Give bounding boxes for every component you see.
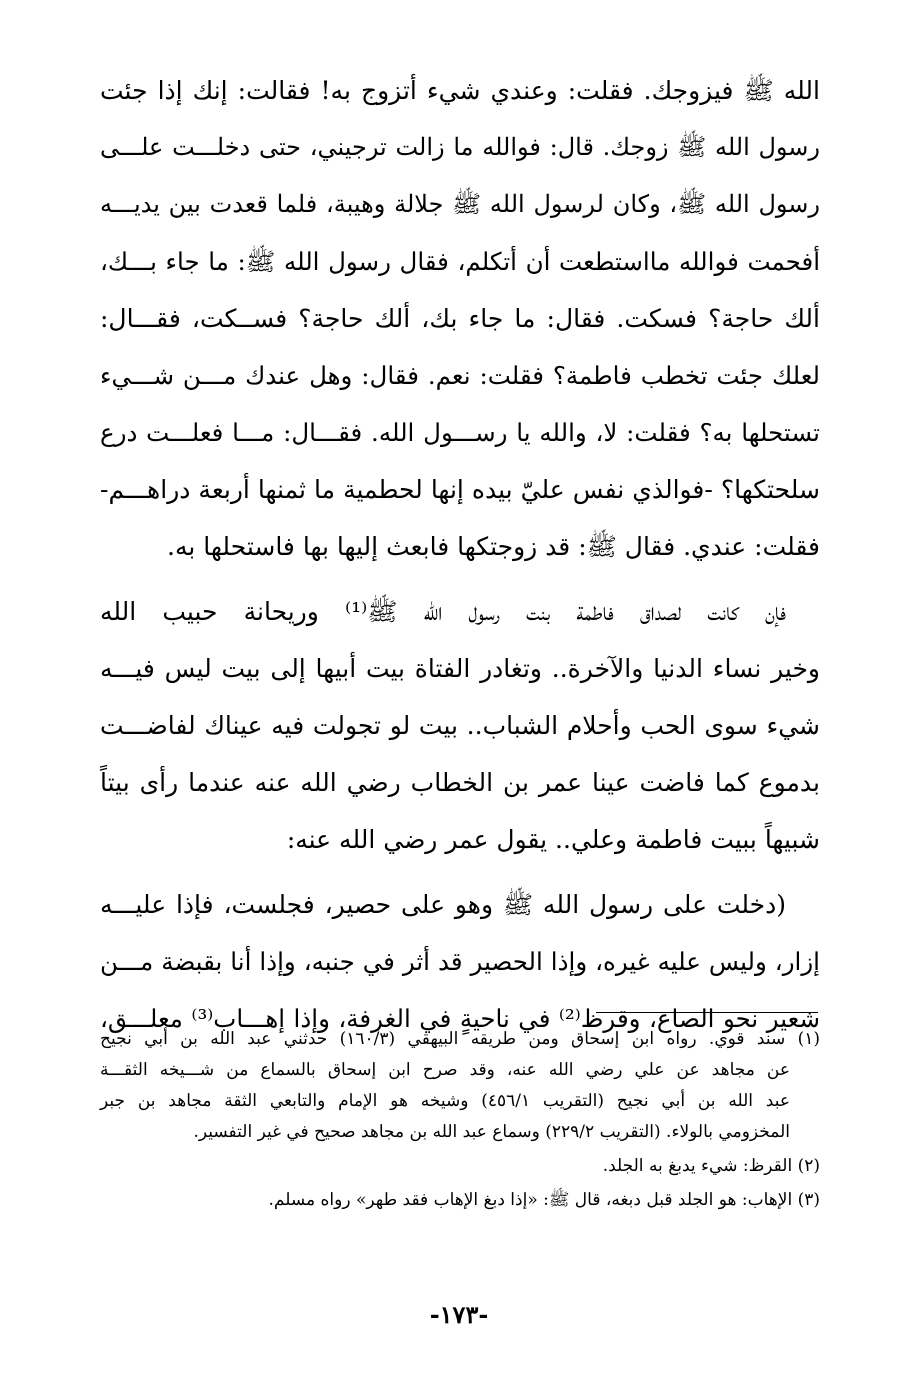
paragraph-3: [100, 876, 820, 1047]
text-line: وخير نساء الدنيا والآخرة.. وتغادر الفتاة بيت أبيها إلى بيت ليس فيـــه: [100, 654, 821, 683]
footnote-line: المخزومي بالولاء. (التقريب ٢٢٩/٢) وسماع عبد الله بن مجاهد صحيح في غير التفسير.: [193, 1122, 790, 1142]
paragraph-1: [100, 62, 820, 575]
footnote-line: عبد الله بن أبي نجيح (التقريب ٤٥٦/١) وشيخه هو الإمام والتابعي الثقة مجاهد بن جبر: [100, 1091, 790, 1111]
footnote-line: (٢) القرظ: شيء يدبغ به الجلد.: [602, 1156, 820, 1176]
footnote-3: [100, 1185, 820, 1216]
footnote-line: عن مجاهد عن علي رضي الله عنه، وقد صرح ابن إسحاق بالسماع من شـــيخه الثقـــة: [100, 1060, 790, 1080]
text-line: إزار، وليس عليه غيره، وإذا الحصير قد أثر في جنبه، وإذا أنا بقبضة مـــن: [100, 947, 820, 976]
footnote-2: [100, 1151, 820, 1182]
text-line: تستحلها به؟ فقلت: لا، والله يا رســـول الله. فقـــال: مـــا فعلـــت درع: [100, 418, 820, 447]
text-line: الله ﷺ فيزوجك. فقلت: وعندي شيء أتزوج به! فقالت: إنك إذا جئت: [100, 76, 820, 105]
footnote-line: (١) سند قوي. رواه ابن إسحاق ومن طريقه البيهقي (١٦٠/٣) حدثني عبد الله بن أبي نجيح: [100, 1029, 820, 1049]
text-line: بدموع كما فاضت عينا عمر بن الخطاب رضي الله عنه عندما رأى بيتاً: [100, 768, 820, 797]
text-line: ألك حاجة؟ فسكت. فقال: ما جاء بك، ألك حاجة؟ فســكت، فقـــال:: [100, 304, 820, 333]
text-line: (دخلت على رسول الله ﷺ وهو على حصير، فجلست، فإذا عليـــه: [100, 890, 786, 919]
text-line: رسول الله ﷺ زوجك. قال: فوالله ما زالت ترجيني، حتى دخلـــت علـــى: [100, 133, 820, 161]
text-line: شبيهاً ببيت فاطمة وعلي.. يقول عمر رضي الله عنه:: [286, 825, 820, 854]
footnote-line: (٣) الإهاب: هو الجلد قبل دبغه، قال ﷺ: «إذا دبغ الإهاب فقد طهر» رواه مسلم.: [268, 1190, 820, 1210]
text-line: رسول الله ﷺ، وكان لرسول الله ﷺ جلالة وهيبة، فلما قعدت بين يديـــه: [100, 190, 820, 218]
page-body: [100, 62, 820, 1055]
paragraph-2: [100, 583, 820, 868]
text-line: أفحمت فوالله مااستطعت أن أتكلم، فقال رسول الله ﷺ: ما جاء بـــك،: [100, 247, 820, 276]
text-line: شعير نحو الصاع، وقرظ⁽²⁾ في ناحيةٍ في الغرفة، وإذا إهـــاب⁽³⁾ معلـــق،: [100, 1004, 820, 1033]
text-line: فقلت: عندي. فقال ﷺ: قد زوجتكها فابعث إليها بها فاستحلها به.: [167, 532, 820, 561]
footnotes: [100, 1024, 820, 1219]
text-line: لعلك جئت تخطب فاطمة؟ فقلت: نعم. فقال: وهل عندك مـــن شـــيء: [100, 361, 820, 390]
footnote-divider: [596, 1012, 818, 1013]
text-line: سلحتكها؟ -فوالذي نفس عليّ بيده إنها لحطمية ما ثمنها أربعة دراهـــم-: [100, 475, 820, 504]
text-line: فإن كانت لصداق فاطمة بنت رسول الله ﷺ⁽¹⁾ وريحانة حبيب الله: [100, 597, 786, 626]
footnote-1: [100, 1024, 820, 1148]
page-number: -١٧٣-: [429, 1300, 489, 1329]
text-line: شيء سوى الحب وأحلام الشباب.. بيت لو تجولت فيه عيناك لفاضـــت: [100, 711, 820, 740]
